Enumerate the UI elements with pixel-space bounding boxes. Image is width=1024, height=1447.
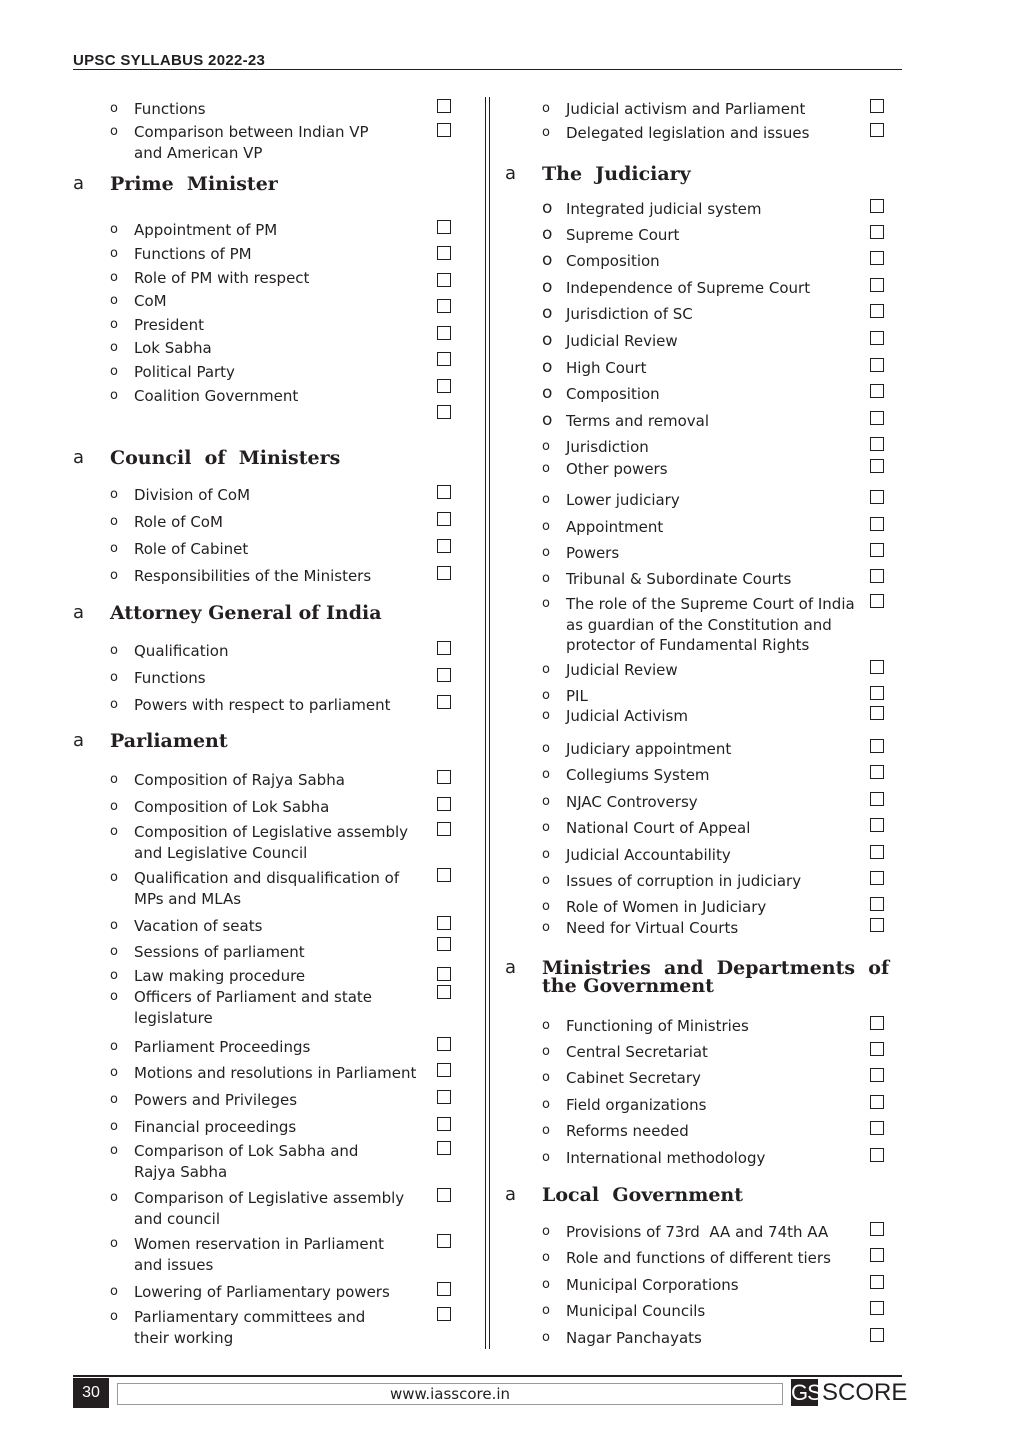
- checkbox-icon[interactable]: [870, 739, 884, 753]
- syllabus-item-label: Vacation of seats: [134, 917, 263, 935]
- bullet-icon: o: [542, 1250, 550, 1265]
- bullet-icon: o: [542, 224, 553, 244]
- bullet-icon: o: [110, 697, 118, 712]
- checkbox-icon[interactable]: [870, 1301, 884, 1315]
- checkbox-icon[interactable]: [437, 770, 451, 784]
- bullet-icon: o: [542, 688, 550, 703]
- bullet-icon: o: [110, 870, 118, 885]
- syllabus-item-label: Lowering of Parliamentary powers: [134, 1283, 390, 1301]
- syllabus-item-label: Functioning of Ministries: [566, 1017, 749, 1035]
- syllabus-item-label: Issues of corruption in judiciary: [566, 872, 802, 890]
- bullet-icon: o: [542, 357, 553, 377]
- syllabus-item-label: Lok Sabha: [134, 339, 212, 357]
- checkbox-icon[interactable]: [870, 123, 884, 137]
- bullet-icon: o: [110, 388, 118, 403]
- bullet-icon: o: [542, 545, 550, 560]
- bullet-icon: o: [110, 1190, 118, 1205]
- bullet-icon: o: [542, 1123, 550, 1138]
- checkbox-icon[interactable]: [437, 916, 451, 930]
- syllabus-item-label: Role of PM with respect: [134, 269, 310, 287]
- checkbox-icon[interactable]: [437, 985, 451, 999]
- bullet-icon: o: [542, 1044, 550, 1059]
- syllabus-item-label: Judicial Activism: [566, 707, 688, 725]
- syllabus-item-label: Judicial Accountability: [566, 846, 731, 864]
- syllabus-item-label: Jurisdiction: [566, 438, 649, 456]
- syllabus-item-label: Other powers: [566, 460, 668, 478]
- checkbox-icon[interactable]: [437, 1307, 451, 1321]
- syllabus-item-label: Powers with respect to parliament: [134, 696, 391, 714]
- bullet-icon: o: [542, 662, 550, 677]
- checkbox-icon[interactable]: [437, 822, 451, 836]
- syllabus-item-label: Role of Women in Judiciary: [566, 898, 767, 916]
- syllabus-item-label: Appointment of PM: [134, 221, 278, 239]
- bullet-icon: o: [542, 899, 550, 914]
- syllabus-item-label: Motions and resolutions in Parliament: [134, 1064, 417, 1082]
- section-heading-text: Attorney General of India: [110, 602, 382, 624]
- gs-logo: GS: [791, 1380, 821, 1405]
- bullet-icon: o: [542, 741, 550, 756]
- checkbox-icon[interactable]: [437, 566, 451, 580]
- bullet-icon: o: [110, 270, 118, 285]
- checkbox-icon[interactable]: [870, 918, 884, 932]
- checkbox-icon[interactable]: [437, 539, 451, 553]
- heading-marker: a: [73, 730, 85, 751]
- syllabus-item-label: Central Secretariat: [566, 1043, 708, 1061]
- page-number: 30: [73, 1378, 109, 1408]
- bullet-icon: o: [542, 847, 550, 862]
- checkbox-icon[interactable]: [870, 411, 884, 425]
- syllabus-item-label: Parliamentary committees and their working: [134, 1308, 366, 1347]
- syllabus-item-label: Officers of Parliament and state legislature: [134, 988, 373, 1027]
- bullet-icon: o: [110, 1143, 118, 1158]
- syllabus-item-label: Role and functions of different tiers: [566, 1249, 831, 1267]
- syllabus-item-label: Municipal Councils: [566, 1302, 706, 1320]
- checkbox-icon[interactable]: [437, 1282, 451, 1296]
- bullet-icon: o: [542, 1150, 550, 1165]
- syllabus-item-label: Judicial Review: [566, 332, 678, 350]
- bullet-icon: o: [542, 383, 553, 403]
- syllabus-item-label: Judicial Review: [566, 661, 678, 679]
- checkbox-icon[interactable]: [437, 1117, 451, 1131]
- bullet-icon: o: [110, 799, 118, 814]
- score-logo: SCORE: [822, 1379, 908, 1406]
- checkbox-icon[interactable]: [437, 1141, 451, 1155]
- syllabus-item-label: Division of CoM: [134, 486, 251, 504]
- syllabus-item-label: Role of Cabinet: [134, 540, 249, 558]
- syllabus-item-label: Judiciary appointment: [566, 740, 732, 758]
- syllabus-item-label: Integrated judicial system: [566, 200, 762, 218]
- bullet-icon: o: [542, 820, 550, 835]
- bullet-icon: o: [110, 989, 118, 1004]
- bullet-icon: o: [542, 277, 553, 297]
- bullet-icon: o: [542, 708, 550, 723]
- checkbox-icon[interactable]: [870, 1121, 884, 1135]
- syllabus-item-label: Judicial activism and Parliament: [566, 100, 806, 118]
- syllabus-item-label: High Court: [566, 359, 647, 377]
- syllabus-item-label: International methodology: [566, 1149, 766, 1167]
- syllabus-item-label: Comparison between Indian VP and American VP: [134, 123, 369, 162]
- checkbox-icon[interactable]: [870, 1222, 884, 1236]
- bullet-icon: o: [542, 1018, 550, 1033]
- syllabus-item-label: Composition: [566, 252, 660, 270]
- checkbox-icon[interactable]: [870, 594, 884, 608]
- bullet-icon: o: [110, 1119, 118, 1134]
- section-heading-text: Local Government: [542, 1184, 743, 1206]
- syllabus-item-label: Qualification and disqualification of MPs and MLAs: [134, 869, 400, 908]
- checkbox-icon[interactable]: [437, 695, 451, 709]
- bullet-icon: o: [110, 1092, 118, 1107]
- bullet-icon: o: [110, 514, 118, 529]
- syllabus-item-label: Nagar Panchayats: [566, 1329, 702, 1347]
- checkbox-icon[interactable]: [437, 299, 451, 313]
- checkbox-icon[interactable]: [870, 1248, 884, 1262]
- bullet-icon: o: [110, 568, 118, 583]
- syllabus-item-label: Law making procedure: [134, 967, 306, 985]
- bullet-icon: o: [110, 968, 118, 983]
- bullet-icon: o: [542, 303, 553, 323]
- syllabus-item-label: Supreme Court: [566, 226, 680, 244]
- checkbox-icon[interactable]: [870, 765, 884, 779]
- heading-marker: a: [505, 957, 517, 978]
- syllabus-item-label: Parliament Proceedings: [134, 1038, 311, 1056]
- syllabus-item-label: President: [134, 316, 204, 334]
- checkbox-icon[interactable]: [437, 273, 451, 287]
- syllabus-item-label: Political Party: [134, 363, 235, 381]
- syllabus-item-label: Field organizations: [566, 1096, 707, 1114]
- bullet-icon: o: [110, 101, 118, 116]
- footer-rule: [73, 1375, 902, 1377]
- bullet-icon: o: [110, 1284, 118, 1299]
- syllabus-item-label: Qualification: [134, 642, 229, 660]
- bullet-icon: o: [542, 1330, 550, 1345]
- bullet-icon: o: [110, 541, 118, 556]
- column-divider: [485, 97, 490, 1349]
- checkbox-icon[interactable]: [437, 326, 451, 340]
- checkbox-icon[interactable]: [437, 1234, 451, 1248]
- bullet-icon: o: [110, 670, 118, 685]
- section-heading-text: Ministries and Departments of the Government: [542, 957, 890, 997]
- checkbox-icon[interactable]: [870, 358, 884, 372]
- bullet-icon: o: [110, 246, 118, 261]
- syllabus-item-label: National Court of Appeal: [566, 819, 751, 837]
- bullet-icon: o: [110, 487, 118, 502]
- syllabus-item-label: Jurisdiction of SC: [566, 305, 693, 323]
- section-heading-text: Parliament: [110, 730, 228, 752]
- checkbox-icon[interactable]: [437, 641, 451, 655]
- bullet-icon: o: [110, 222, 118, 237]
- heading-marker: a: [73, 173, 85, 194]
- syllabus-item-label: Powers and Privileges: [134, 1091, 298, 1109]
- syllabus-item-label: Functions of PM: [134, 245, 252, 263]
- checkbox-icon[interactable]: [870, 792, 884, 806]
- syllabus-item-label: Terms and removal: [566, 412, 710, 430]
- syllabus-item-label: Independence of Supreme Court: [566, 279, 811, 297]
- checkbox-icon[interactable]: [870, 490, 884, 504]
- bullet-icon: o: [542, 1070, 550, 1085]
- bullet-icon: o: [542, 330, 553, 350]
- checkbox-icon[interactable]: [870, 1016, 884, 1030]
- syllabus-item-label: Sessions of parliament: [134, 943, 305, 961]
- checkbox-icon[interactable]: [437, 967, 451, 981]
- section-heading-text: Prime Minister: [110, 173, 278, 195]
- heading-marker: a: [73, 602, 85, 623]
- bullet-icon: o: [110, 824, 118, 839]
- bullet-icon: o: [110, 364, 118, 379]
- checkbox-icon[interactable]: [870, 304, 884, 318]
- bullet-icon: o: [110, 317, 118, 332]
- syllabus-item-label: NJAC Controversy: [566, 793, 698, 811]
- bullet-icon: o: [542, 101, 550, 116]
- syllabus-item-label: Role of CoM: [134, 513, 223, 531]
- bullet-icon: o: [110, 643, 118, 658]
- bullet-icon: o: [542, 873, 550, 888]
- syllabus-item-label: Coalition Government: [134, 387, 299, 405]
- syllabus-item-label: Lower judiciary: [566, 491, 680, 509]
- syllabus-item-label: Comparison of Legislative assembly and council: [134, 1189, 405, 1228]
- syllabus-item-label: Composition of Legislative assembly and Legislative Council: [134, 823, 409, 862]
- syllabus-item-label: Functions: [134, 669, 206, 687]
- syllabus-item-label: Comparison of Lok Sabha and Rajya Sabha: [134, 1142, 359, 1181]
- syllabus-item-label: Functions: [134, 100, 206, 118]
- section-heading-text: Council of Ministers: [110, 447, 341, 469]
- checkbox-icon[interactable]: [437, 937, 451, 951]
- checkbox-icon[interactable]: [870, 871, 884, 885]
- heading-marker: a: [505, 1184, 517, 1205]
- section-heading-text: The Judiciary: [542, 163, 691, 185]
- bullet-icon: o: [110, 918, 118, 933]
- syllabus-item-label: Women reservation in Parliament and issues: [134, 1235, 385, 1274]
- footer-url[interactable]: www.iasscore.in: [117, 1383, 783, 1405]
- checkbox-icon[interactable]: [437, 123, 451, 137]
- bullet-icon: o: [110, 1309, 118, 1324]
- checkbox-icon[interactable]: [437, 352, 451, 366]
- checkbox-icon[interactable]: [437, 1090, 451, 1104]
- checkbox-icon[interactable]: [437, 1063, 451, 1077]
- bullet-icon: o: [542, 1097, 550, 1112]
- syllabus-item-label: Appointment: [566, 518, 664, 536]
- checkbox-icon[interactable]: [437, 485, 451, 499]
- bullet-icon: o: [110, 124, 118, 139]
- checkbox-icon[interactable]: [870, 897, 884, 911]
- bullet-icon: o: [110, 1236, 118, 1251]
- checkbox-icon[interactable]: [870, 1095, 884, 1109]
- header-rule: [73, 69, 902, 70]
- bullet-icon: o: [542, 519, 550, 534]
- syllabus-item-label: Reforms needed: [566, 1122, 689, 1140]
- checkbox-icon[interactable]: [870, 569, 884, 583]
- bullet-icon: o: [542, 410, 553, 430]
- checkbox-icon[interactable]: [870, 706, 884, 720]
- checkbox-icon[interactable]: [870, 278, 884, 292]
- checkbox-icon[interactable]: [437, 1037, 451, 1051]
- header-title: UPSC SYLLABUS 2022-23: [73, 52, 266, 69]
- bullet-icon: o: [542, 492, 550, 507]
- syllabus-item-label: Financial proceedings: [134, 1118, 297, 1136]
- checkbox-icon[interactable]: [870, 1042, 884, 1056]
- syllabus-item-label: Provisions of 73rd AA and 74th AA: [566, 1223, 829, 1241]
- checkbox-icon[interactable]: [870, 225, 884, 239]
- syllabus-item-label: Municipal Corporations: [566, 1276, 739, 1294]
- bullet-icon: o: [110, 1065, 118, 1080]
- checkbox-icon[interactable]: [870, 459, 884, 473]
- bullet-icon: o: [542, 794, 550, 809]
- checkbox-icon[interactable]: [437, 797, 451, 811]
- syllabus-item-label: Composition of Lok Sabha: [134, 798, 330, 816]
- checkbox-icon[interactable]: [437, 405, 451, 419]
- checkbox-icon[interactable]: [870, 818, 884, 832]
- bullet-icon: o: [110, 944, 118, 959]
- checkbox-icon[interactable]: [870, 1148, 884, 1162]
- checkbox-icon[interactable]: [870, 199, 884, 213]
- checkbox-icon[interactable]: [870, 543, 884, 557]
- syllabus-item-label: Powers: [566, 544, 620, 562]
- checkbox-icon[interactable]: [870, 845, 884, 859]
- bullet-icon: o: [110, 340, 118, 355]
- checkbox-icon[interactable]: [870, 1275, 884, 1289]
- checkbox-icon[interactable]: [870, 517, 884, 531]
- bullet-icon: o: [110, 772, 118, 787]
- checkbox-icon[interactable]: [870, 1328, 884, 1342]
- checkbox-icon[interactable]: [437, 99, 451, 113]
- syllabus-item-label: PIL: [566, 687, 588, 705]
- syllabus-item-label: Composition of Rajya Sabha: [134, 771, 345, 789]
- bullet-icon: o: [110, 293, 118, 308]
- bullet-icon: o: [542, 439, 550, 454]
- bullet-icon: o: [542, 1303, 550, 1318]
- checkbox-icon[interactable]: [437, 868, 451, 882]
- bullet-icon: o: [542, 571, 550, 586]
- checkbox-icon[interactable]: [870, 686, 884, 700]
- checkbox-icon[interactable]: [437, 246, 451, 260]
- checkbox-icon[interactable]: [870, 437, 884, 451]
- checkbox-icon[interactable]: [870, 99, 884, 113]
- checkbox-icon[interactable]: [437, 668, 451, 682]
- bullet-icon: o: [542, 1277, 550, 1292]
- syllabus-item-label: Tribunal & Subordinate Courts: [566, 570, 792, 588]
- syllabus-item-label: Delegated legislation and issues: [566, 124, 810, 142]
- syllabus-item-label: Composition: [566, 385, 660, 403]
- checkbox-icon[interactable]: [437, 1188, 451, 1202]
- bullet-icon: o: [542, 1224, 550, 1239]
- bullet-icon: o: [542, 461, 550, 476]
- heading-marker: a: [73, 447, 85, 468]
- checkbox-icon[interactable]: [870, 384, 884, 398]
- checkbox-icon[interactable]: [437, 379, 451, 393]
- bullet-icon: o: [542, 250, 553, 270]
- syllabus-item-label: Cabinet Secretary: [566, 1069, 701, 1087]
- bullet-icon: o: [542, 198, 553, 218]
- checkbox-icon[interactable]: [870, 331, 884, 345]
- bullet-icon: o: [542, 596, 550, 611]
- checkbox-icon[interactable]: [437, 220, 451, 234]
- checkbox-icon[interactable]: [437, 512, 451, 526]
- checkbox-icon[interactable]: [870, 660, 884, 674]
- syllabus-item-label: CoM: [134, 292, 167, 310]
- syllabus-item-label: Collegiums System: [566, 766, 710, 784]
- bullet-icon: o: [110, 1039, 118, 1054]
- bullet-icon: o: [542, 920, 550, 935]
- heading-marker: a: [505, 163, 517, 184]
- bullet-icon: o: [542, 767, 550, 782]
- bullet-icon: o: [542, 125, 550, 140]
- checkbox-icon[interactable]: [870, 251, 884, 265]
- checkbox-icon[interactable]: [870, 1068, 884, 1082]
- syllabus-item-label: The role of the Supreme Court of India as guardian of the Constitution and protector of Fundamental Rights: [566, 595, 855, 654]
- syllabus-item-label: Need for Virtual Courts: [566, 919, 739, 937]
- syllabus-item-label: Responsibilities of the Ministers: [134, 567, 372, 585]
